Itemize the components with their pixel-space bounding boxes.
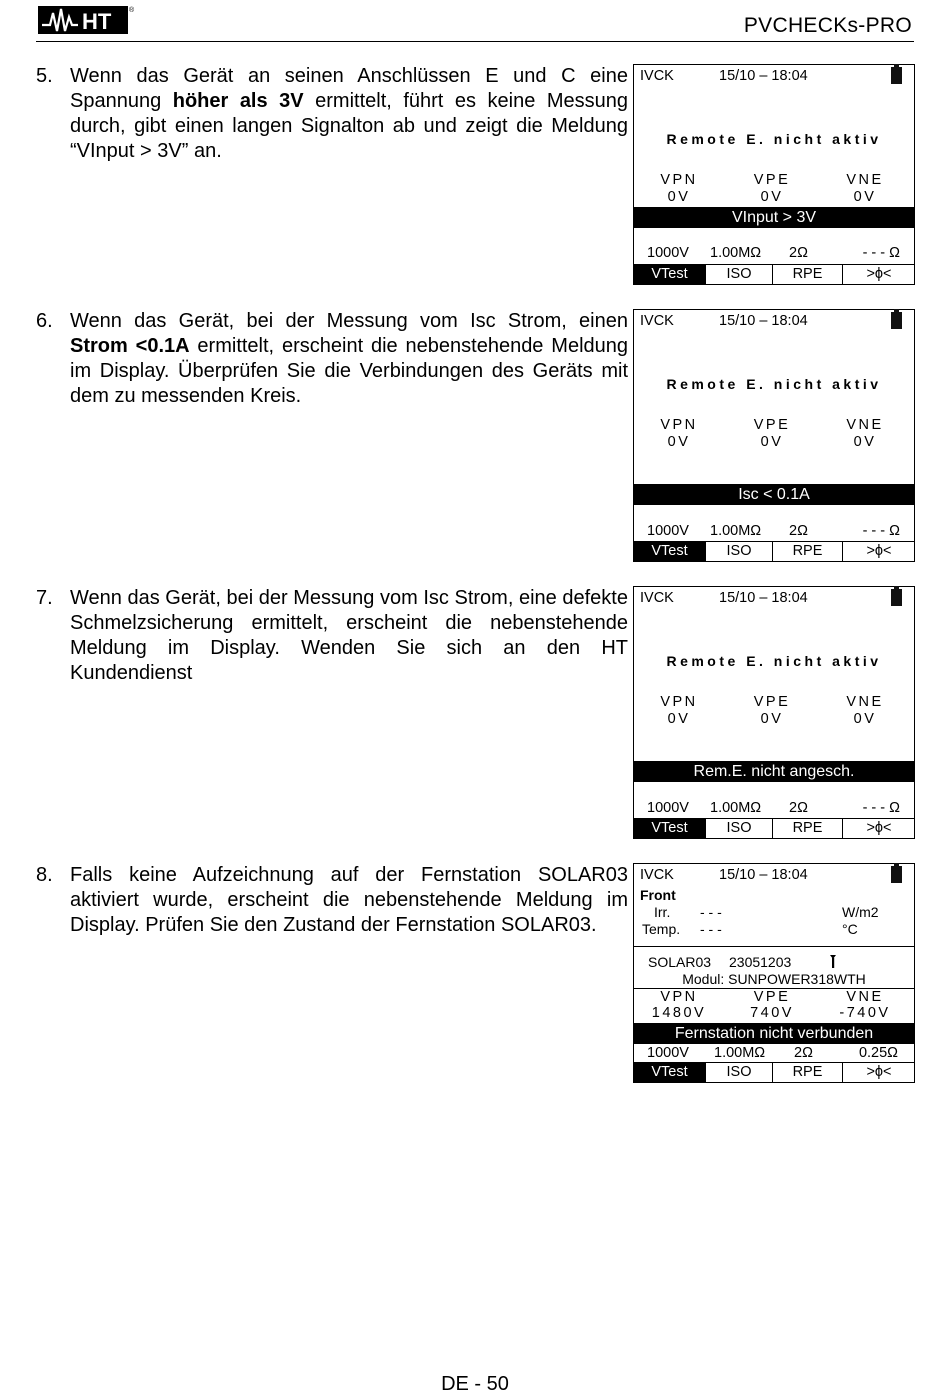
iso-key[interactable]: ISO bbox=[705, 265, 772, 284]
vtest-key[interactable]: VTest bbox=[634, 542, 705, 561]
station-serial: 23051203 bbox=[729, 954, 792, 970]
iso-key[interactable]: ISO bbox=[705, 819, 772, 838]
display-screen-remote-station bbox=[633, 863, 915, 1083]
voltage-values: 1480V 740V -740V bbox=[651, 1005, 891, 1021]
message-bar: Isc < 0.1A bbox=[634, 484, 914, 505]
parameter-row: 1000V 1.00MΩ 2Ω - - - Ω bbox=[647, 800, 900, 816]
softkey-bar bbox=[634, 1062, 914, 1082]
screen-header bbox=[634, 587, 914, 610]
step-number: 7. bbox=[36, 587, 53, 609]
continuity-key[interactable]: >ϕ< bbox=[842, 265, 915, 284]
header-divider bbox=[36, 41, 914, 42]
step-7 bbox=[36, 586, 628, 686]
message-bar: Fernstation nicht verbunden bbox=[634, 1023, 914, 1044]
temperature-row bbox=[634, 921, 914, 938]
softkey-bar bbox=[634, 264, 914, 284]
function-label: IVCK bbox=[640, 313, 674, 329]
module-name: Modul: SUNPOWER318WTH bbox=[682, 971, 866, 987]
voltage-values: 0V 0V 0V bbox=[667, 711, 877, 727]
voltage-values: 0V 0V 0V bbox=[667, 434, 877, 450]
rpe-key[interactable]: RPE bbox=[772, 542, 842, 561]
station-row bbox=[634, 954, 914, 971]
voltage-labels: VPN VPE VNE bbox=[660, 417, 884, 433]
battery-icon bbox=[891, 589, 902, 606]
iso-key[interactable]: ISO bbox=[705, 542, 772, 561]
step-5 bbox=[36, 64, 628, 164]
vtest-key[interactable]: VTest bbox=[634, 1063, 705, 1082]
message-bar: Rem.E. nicht angesch. bbox=[634, 761, 914, 782]
svg-text:®: ® bbox=[129, 7, 135, 14]
date-time: 15/10 – 18:04 bbox=[719, 313, 808, 329]
parameter-row: 1000V 1.00MΩ 2Ω - - - Ω bbox=[647, 523, 900, 539]
rpe-key[interactable]: RPE bbox=[772, 265, 842, 284]
remote-status: Remote E. nicht aktiv bbox=[666, 376, 882, 392]
vtest-key[interactable]: VTest bbox=[634, 819, 705, 838]
step-8 bbox=[36, 863, 628, 938]
softkey-bar bbox=[634, 541, 914, 561]
iso-key[interactable]: ISO bbox=[705, 1063, 772, 1082]
battery-icon bbox=[891, 67, 902, 84]
date-time: 15/10 – 18:04 bbox=[719, 590, 808, 606]
voltage-labels: VPN VPE VNE bbox=[660, 172, 884, 188]
irradiance-row bbox=[634, 904, 914, 921]
remote-status: Remote E. nicht aktiv bbox=[666, 653, 882, 669]
voltage-values: 0V 0V 0V bbox=[667, 189, 877, 205]
voltage-labels: VPN VPE VNE bbox=[660, 694, 884, 710]
display-screen-vinput bbox=[633, 64, 915, 285]
step-number: 5. bbox=[36, 65, 53, 87]
parameter-row: 1000V 1.00MΩ 2Ω - - - Ω bbox=[647, 245, 900, 261]
front-label: Front bbox=[640, 887, 676, 903]
document-title: PVCHECKs-PRO bbox=[743, 14, 912, 37]
temperature-label: Temp. bbox=[642, 921, 681, 937]
function-label: IVCK bbox=[640, 867, 674, 883]
step-number: 6. bbox=[36, 310, 53, 332]
screen-divider bbox=[634, 946, 914, 947]
irradiance-value: - - - bbox=[700, 904, 722, 920]
temperature-value: - - - bbox=[700, 921, 722, 937]
vtest-key[interactable]: VTest bbox=[634, 265, 705, 284]
continuity-key[interactable]: >ϕ< bbox=[842, 819, 915, 838]
rpe-key[interactable]: RPE bbox=[772, 819, 842, 838]
message-bar: VInput > 3V bbox=[634, 207, 914, 228]
step-text: Wenn das Gerät, bei der Messung vom Isc Strom, eine defekte Schmelzsicherung ermittelt, erscheint die nebenstehende Meldung im Display. Wenden Sie sich an den HT Kundendienst bbox=[70, 587, 628, 684]
screen-header bbox=[634, 310, 914, 333]
antenna-icon bbox=[828, 954, 838, 971]
battery-icon bbox=[891, 866, 902, 883]
screen-header bbox=[634, 864, 914, 887]
rpe-key[interactable]: RPE bbox=[772, 1063, 842, 1082]
station-name: SOLAR03 bbox=[648, 954, 712, 970]
battery-icon bbox=[891, 312, 902, 329]
logo-text: HT bbox=[82, 9, 112, 34]
temperature-unit: °C bbox=[842, 921, 858, 937]
remote-status: Remote E. nicht aktiv bbox=[666, 131, 882, 147]
voltage-labels: VPN VPE VNE bbox=[660, 989, 884, 1005]
display-screen-fuse bbox=[633, 586, 915, 839]
date-time: 15/10 – 18:04 bbox=[719, 68, 808, 84]
step-text: Wenn das Gerät an seinen Anschlüssen E und C eine Spannung höher als 3V ermittelt, führt es keine Messung durch, gibt einen langen Signalton ab und zeigt die Meldung “VInput > 3V” an. bbox=[70, 65, 629, 162]
ht-logo bbox=[36, 3, 136, 37]
continuity-key[interactable]: >ϕ< bbox=[842, 1063, 915, 1082]
function-label: IVCK bbox=[640, 590, 674, 606]
irradiance-label: Irr. bbox=[654, 904, 671, 920]
step-6 bbox=[36, 309, 628, 409]
function-label: IVCK bbox=[640, 68, 674, 84]
step-text: Wenn das Gerät, bei der Messung vom Isc Strom, einen Strom <0.1A ermittelt, erscheint die nebenstehende Meldung im Display. Überprüfen Sie die Verbindungen des Geräts mit dem zu messenden Kreis. bbox=[70, 310, 629, 407]
step-number: 8. bbox=[36, 864, 53, 886]
parameter-row: 1000V 1.00MΩ 2Ω 0.25Ω bbox=[647, 1045, 898, 1061]
softkey-bar bbox=[634, 818, 914, 838]
irradiance-unit: W/m2 bbox=[842, 904, 879, 920]
date-time: 15/10 – 18:04 bbox=[719, 867, 808, 883]
display-screen-isc bbox=[633, 309, 915, 562]
page-number: DE - 50 bbox=[441, 1373, 509, 1395]
screen-header bbox=[634, 65, 914, 88]
continuity-key[interactable]: >ϕ< bbox=[842, 542, 915, 561]
step-text: Falls keine Aufzeichnung auf der Fernstation SOLAR03 aktiviert wurde, erscheint die nebenstehende Meldung im Display. Prüfen Sie den Zustand der Fernstation SOLAR03. bbox=[70, 864, 628, 936]
